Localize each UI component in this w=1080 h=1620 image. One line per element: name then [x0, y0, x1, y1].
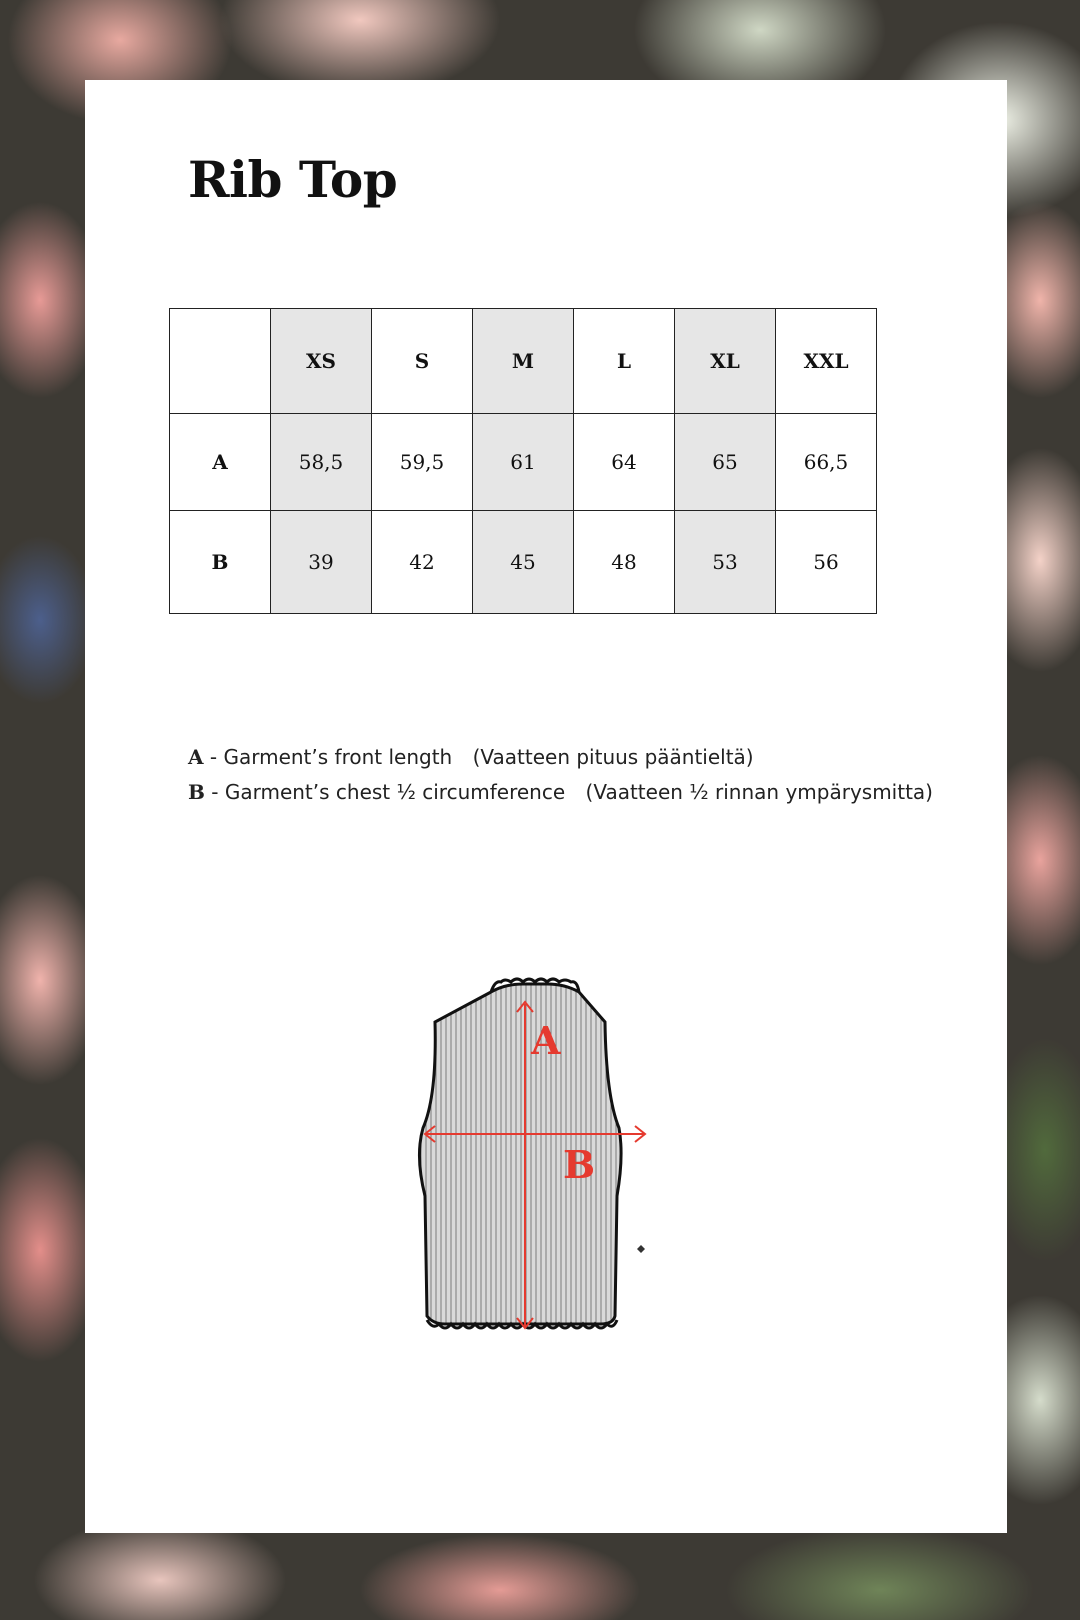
- table-cell: 61: [473, 414, 574, 511]
- size-header-xxl: XXL: [776, 309, 877, 414]
- table-cell: 53: [675, 511, 776, 614]
- garment-diagram: [405, 900, 665, 1340]
- legend-finnish: (Vaatteen ½ rinnan ympärysmitta): [585, 780, 933, 804]
- diagram-label-a: A: [531, 1018, 561, 1063]
- table-cell: 59,5: [372, 414, 473, 511]
- row-label-a: A: [170, 414, 271, 511]
- table-cell: 39: [271, 511, 372, 614]
- size-header-xs: XS: [271, 309, 372, 414]
- size-guide-card: [85, 80, 1007, 1533]
- table-header-row: [170, 309, 877, 414]
- table-row: [170, 511, 877, 614]
- table-cell: 45: [473, 511, 574, 614]
- table-cell: 48: [574, 511, 675, 614]
- table-cell: 42: [372, 511, 473, 614]
- legend-key: B: [188, 780, 205, 804]
- size-table: [169, 308, 877, 614]
- legend-english: - Garment’s chest ½ circumference: [211, 780, 566, 804]
- size-header-m: M: [473, 309, 574, 414]
- legend-english: - Garment’s front length: [209, 745, 453, 769]
- measurement-legend: [188, 740, 933, 810]
- diagram-label-b: B: [563, 1142, 596, 1187]
- legend-finnish: (Vaatteen pituus pääntieltä): [472, 745, 754, 769]
- table-cell: 56: [776, 511, 877, 614]
- table-cell: 58,5: [271, 414, 372, 511]
- table-cell: 64: [574, 414, 675, 511]
- care-label-mark: [637, 1245, 645, 1253]
- table-cell: 65: [675, 414, 776, 511]
- legend-item-b: [188, 775, 933, 810]
- row-label-b: B: [170, 511, 271, 614]
- size-header-xl: XL: [675, 309, 776, 414]
- legend-key: A: [188, 745, 204, 769]
- legend-item-a: [188, 740, 933, 775]
- size-header-s: S: [372, 309, 473, 414]
- table-row: [170, 414, 877, 511]
- page-title: Rib Top: [188, 150, 398, 209]
- table-cell: 66,5: [776, 414, 877, 511]
- table-corner-cell: [170, 309, 271, 414]
- size-header-l: L: [574, 309, 675, 414]
